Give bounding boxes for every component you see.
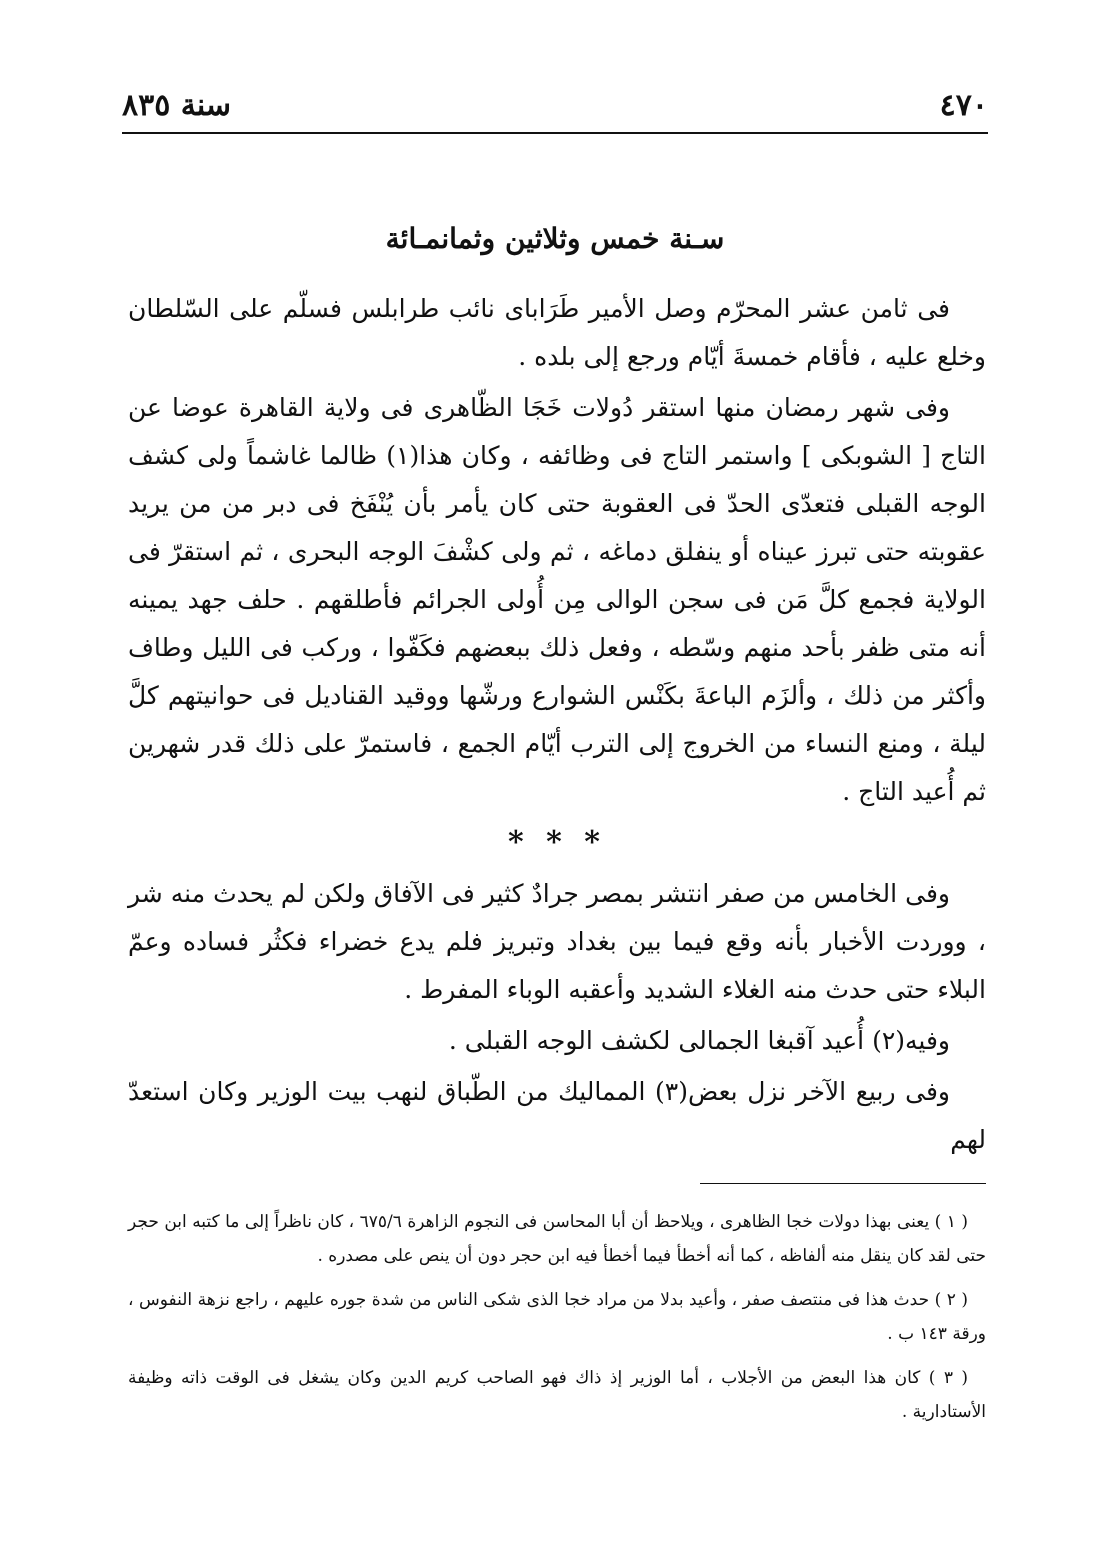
header-rule <box>122 132 988 134</box>
running-head: سنة ٨٣٥ <box>122 87 232 123</box>
section-separator: * * * <box>508 825 606 860</box>
paragraph: وفى شهر رمضان منها استقر دُولات خَجَا الظّاهرى فى ولاية القاهرة عوضا عن التاج [ الشوبكى ] واستمر التاج فى وظائفه ، وكان هذا(١) ظالما غاشماً ولى كشف الوجه القبلى فتعدّى الحدّ فى العقوبة حتى كان يأمر بأن يُنْفَخ فى دبر من من يريد عقوبته حتى تبرز عيناه أو ينفلق دماغه ، ثم ولى كشْفَ الوجه البحرى ، ثم استقرّ فى الولاية فجمع كلَّ مَن فى سجن الوالى مِن أُولى الجرائم فأطلقهم . حلف جهد يمينه أنه متى ظفر بأحد منهم وسّطه ، وفعل ذلك ببعضهم فكَفّوا ، وركب فى الليل وطاف وأكثر من ذلك ، وألزَم الباعةَ بكَنْس الشوارع ورشّها ووقيد القناديل فى حوانيتهم كلَّ ليلة ، ومنع النساء من الخروج إلى الترب أيّام الجمع ، فاستمرّ على ذلك قدر شهرين ثم أُعيد التاج . <box>128 393 987 806</box>
body-text <box>128 285 986 1167</box>
footnote-rule <box>700 1183 986 1184</box>
footnote-3: ( ٣ ) كان هذا البعض من الأجلاب ، أما الوزير إذ ذاك فهو الصاحب كريم الدين وكان يشغل فى الوقت ذاته وظيفة الأستادارية . <box>128 1368 986 1422</box>
page-number: ٤٧٠ <box>939 87 988 123</box>
paragraph: وفى ربيع الآخر نزل بعض(٣) المماليك من الطّباق لنهب بيت الوزير وكان استعدّ لهم <box>128 1077 986 1154</box>
section-title: سـنة خمس وثلاثين وثمانمـائة <box>385 222 725 255</box>
paragraph: فى ثامن عشر المحرّم وصل الأمير طَرَاباى نائب طرابلس فسلّم على السّلطان وخلع عليه ، فأقام خمسةَ أيّام ورجع إلى بلده . <box>128 294 986 371</box>
footnote-1: ( ١ ) يعنى بهذا دولات خجا الظاهرى ، ويلاحظ أن أبا المحاسن فى النجوم الزاهرة ٦٧٥/٦ ، كان ناظراً إلى ما كتبه ابن حجر حتى لقد كان ينقل منه ألفاظه ، كما أنه أخطأ فيما أخطأ فيه ابن حجر دون أن ينص على مصدره . <box>128 1212 986 1266</box>
footnote-2: ( ٢ ) حدث هذا فى منتصف صفر ، وأعيد بدلا من مراد خجا الذى شكى الناس من شدة جوره عليهم ، راجع نزهة النفوس ، ورقة ١٤٣ ب . <box>128 1290 986 1344</box>
page-header <box>122 82 988 128</box>
paragraph: وفى الخامس من صفر انتشر بمصر جرادٌ كثير فى الآفاق ولكن لم يحدث منه شر ، ووردت الأخبار بأنه وقع فيما بين بغداد وتبريز فلم يدع خضراء فكثُر فساده وعمّ البلاء حتى حدث منه الغلاء الشديد وأعقبه الوباء المفرط . <box>128 879 986 1004</box>
paragraph: وفيه(٢) أُعيد آقبغا الجمالى لكشف الوجه القبلى . <box>448 1026 950 1055</box>
footnotes <box>128 1205 986 1439</box>
